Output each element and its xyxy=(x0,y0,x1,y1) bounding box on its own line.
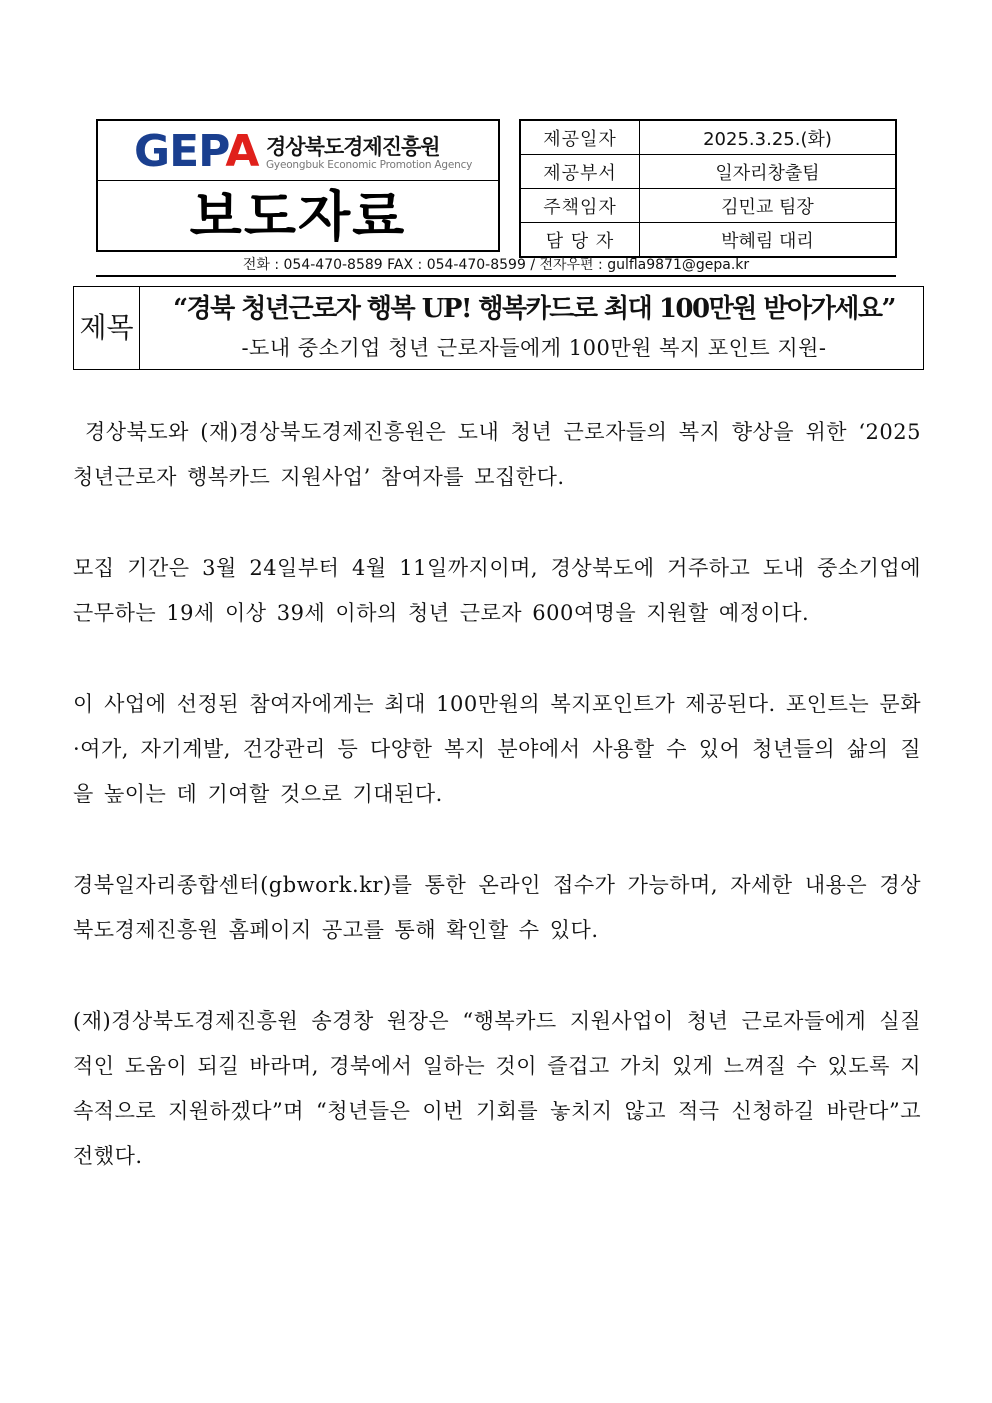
subject-label: 제목 xyxy=(74,287,140,369)
paragraph: 경북일자리종합센터(gbwork.kr)를 통한 온라인 접수가 가능하며, 자세한 내용은 경상북도경제진흥원 홈페이지 공고를 통해 확인할 수 있다. xyxy=(73,873,921,942)
paragraph: 이 사업에 선정된 참여자에게는 최대 100만원의 복지포인트가 제공된다. 포인트는 문화·여가, 자기계발, 건강관리 등 다양한 복지 분야에서 사용할 수 있어 청년들의 삶의 질을 높이는 데 기여할 것으로 기대된다. xyxy=(73,692,921,806)
table-row xyxy=(520,155,896,189)
release-info-table xyxy=(519,119,897,258)
logo-row xyxy=(98,121,498,181)
paragraph: (재)경상북도경제진흥원 송경창 원장은 “행복카드 지원사업이 청년 근로자들에게 실질적인 도움이 되길 바라며, 경북에서 일하는 것이 즐겁고 가치 있게 느껴질 수 있도록 지속적으로 지원하겠다”며 “청년들은 이번 기회를 놓치지 않고 적극 신청하길 바란다”고 전했다. xyxy=(73,1009,921,1168)
info-value: 김민교 팀장 xyxy=(640,189,897,223)
info-key: 주책임자 xyxy=(520,189,640,223)
paragraph: 모집 기간은 3월 24일부터 4월 11일까지이며, 경상북도에 거주하고 도내 중소기업에 근무하는 19세 이상 39세 이하의 청년 근로자 600여명을 지원할 예정이다. xyxy=(73,556,921,625)
subject-box xyxy=(73,286,924,370)
info-value: 2025.3.25.(화) xyxy=(640,120,897,155)
headline: “경북 청년근로자 행복 UP! 행복카드로 최대 100만원 받아가세요” xyxy=(173,294,895,324)
logo-accent-letter: A xyxy=(225,126,259,177)
gepa-logo-mark xyxy=(134,127,258,177)
logo-mark-text: GEPA xyxy=(134,126,259,177)
table-row xyxy=(520,120,896,155)
article-body xyxy=(73,410,921,1225)
logo-agency-english: Gyeongbuk Economic Promotion Agency xyxy=(266,159,473,171)
paragraph: 경상북도와 (재)경상북도경제진흥원은 도내 청년 근로자들의 복지 향상을 위한 ‘2025 청년근로자 행복카드 지원사업’ 참여자를 모집한다. xyxy=(73,420,921,489)
press-header-box xyxy=(96,119,500,252)
contact-line: 전화 : 054-470-8589 FAX : 054-470-8599 / 전자우편 : gulfla9871@gepa.kr xyxy=(96,255,896,277)
table-row xyxy=(520,189,896,223)
press-release-title: 보도자료 xyxy=(189,185,407,248)
table-row xyxy=(520,223,896,258)
info-value: 일자리창출팀 xyxy=(640,155,897,189)
info-key: 제공부서 xyxy=(520,155,640,189)
info-key: 제공일자 xyxy=(520,120,640,155)
info-key: 담 당 자 xyxy=(520,223,640,258)
logo-agency-name: 경상북도경제진흥원 xyxy=(266,135,440,159)
subheadline: -도내 중소기업 청년 근로자들에게 100만원 복지 포인트 지원- xyxy=(241,336,827,360)
info-value: 박혜림 대리 xyxy=(640,223,897,258)
